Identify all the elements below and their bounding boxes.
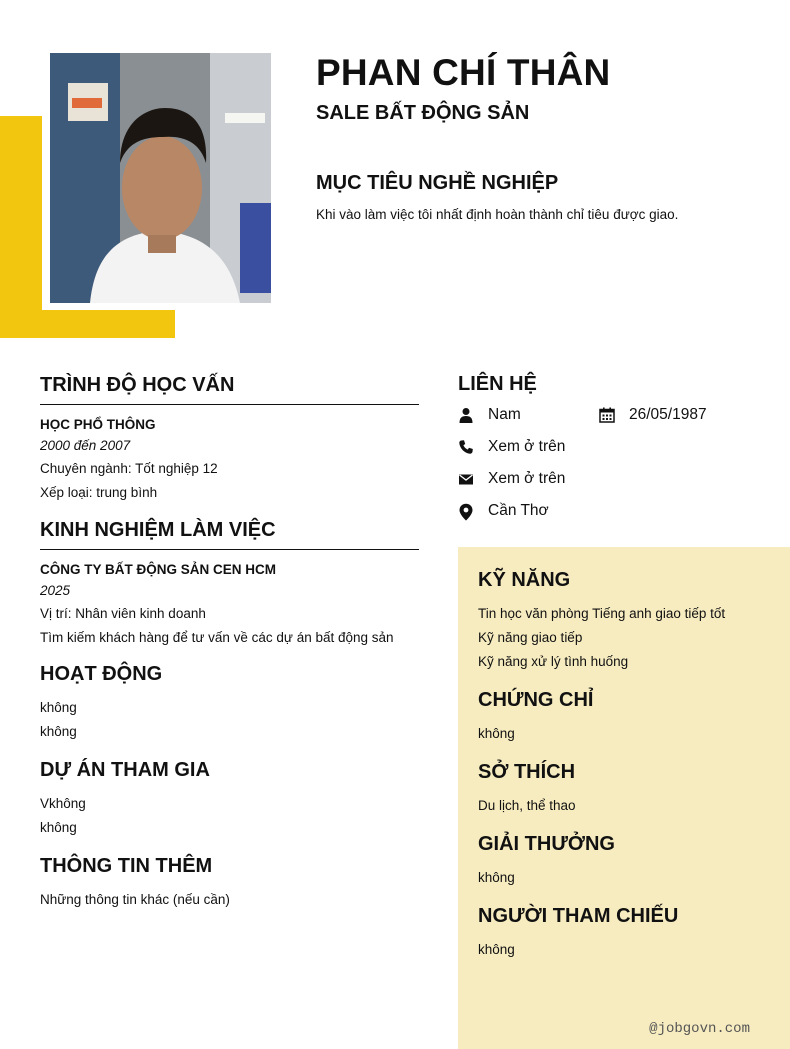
activities-line: không xyxy=(40,724,77,739)
awards-heading: GIẢI THƯỞNG xyxy=(478,833,615,855)
candidate-name: PHAN CHÍ THÂN xyxy=(316,52,611,93)
projects-line: Vkhông xyxy=(40,796,86,811)
watermark: @jobgovn.com xyxy=(649,1021,750,1037)
gender-value: Nam xyxy=(488,406,521,423)
contact-birthday xyxy=(599,406,707,424)
certificates-heading: CHỨNG CHỈ xyxy=(478,689,594,711)
projects-heading: DỰ ÁN THAM GIA xyxy=(40,759,210,781)
activities-heading: HOẠT ĐỘNG xyxy=(40,663,163,685)
job-title: SALE BẤT ĐỘNG SẢN xyxy=(316,102,530,124)
education-school: HỌC PHỔ THÔNG xyxy=(40,417,156,432)
skill-item: Tin học văn phòng Tiếng anh giao tiếp tốt xyxy=(478,606,726,621)
projects-line: không xyxy=(40,820,77,835)
experience-period: 2025 xyxy=(40,583,71,598)
experience-company: CÔNG TY BẤT ĐỘNG SẢN CEN HCM xyxy=(40,562,277,577)
left-column xyxy=(40,374,419,907)
career-goal-text: Khi vào làm việc tôi nhất định hoàn thành chỉ tiêu được giao. xyxy=(316,207,679,222)
certificates-text: không xyxy=(478,726,515,741)
education-major: Chuyên ngành: Tốt nghiệp 12 xyxy=(40,461,218,476)
contact-email xyxy=(458,470,565,488)
calendar-icon xyxy=(599,407,615,423)
skill-item: Kỹ năng xử lý tình huống xyxy=(478,654,629,669)
phone-value: Xem ở trên xyxy=(488,438,566,455)
person-icon xyxy=(458,407,474,423)
awards-text: không xyxy=(478,870,515,885)
education-grade: Xếp loại: trung bình xyxy=(40,485,158,500)
more-info-text: Những thông tin khác (nếu cần) xyxy=(40,892,230,907)
phone-icon xyxy=(458,439,474,455)
contact-heading: LIÊN HỆ xyxy=(458,373,537,395)
contact-phone xyxy=(458,438,565,456)
career-goal-heading: MỤC TIÊU NGHỀ NGHIỆP xyxy=(316,172,559,194)
education-heading: TRÌNH ĐỘ HỌC VẤN xyxy=(40,374,419,405)
contact-gender xyxy=(458,406,521,424)
references-heading: NGƯỜI THAM CHIẾU xyxy=(478,905,679,927)
profile-photo xyxy=(50,53,271,303)
experience-heading: KINH NGHIỆM LÀM VIỆC xyxy=(40,519,419,550)
activities-line: không xyxy=(40,700,77,715)
address-value: Cần Thơ xyxy=(488,502,549,519)
skills-panel xyxy=(458,547,790,1049)
education-period: 2000 đến 2007 xyxy=(40,438,131,453)
experience-description: Tìm kiếm khách hàng để tư vấn về các dự án bất động sản xyxy=(40,630,394,645)
accent-bar-vertical xyxy=(0,116,42,338)
references-text: không xyxy=(478,942,515,957)
envelope-icon xyxy=(458,471,474,487)
accent-bar-horizontal xyxy=(0,310,175,338)
location-pin-icon xyxy=(458,503,474,519)
experience-position: Vị trí: Nhân viên kinh doanh xyxy=(40,606,206,621)
contact-address xyxy=(458,502,549,520)
hobbies-heading: SỞ THÍCH xyxy=(478,761,576,783)
skills-heading: KỸ NĂNG xyxy=(478,569,571,591)
email-value: Xem ở trên xyxy=(488,470,566,487)
more-info-heading: THÔNG TIN THÊM xyxy=(40,855,213,877)
skill-item: Kỹ năng giao tiếp xyxy=(478,630,583,645)
birthday-value: 26/05/1987 xyxy=(629,406,707,423)
hobbies-text: Du lịch, thể thao xyxy=(478,798,576,813)
